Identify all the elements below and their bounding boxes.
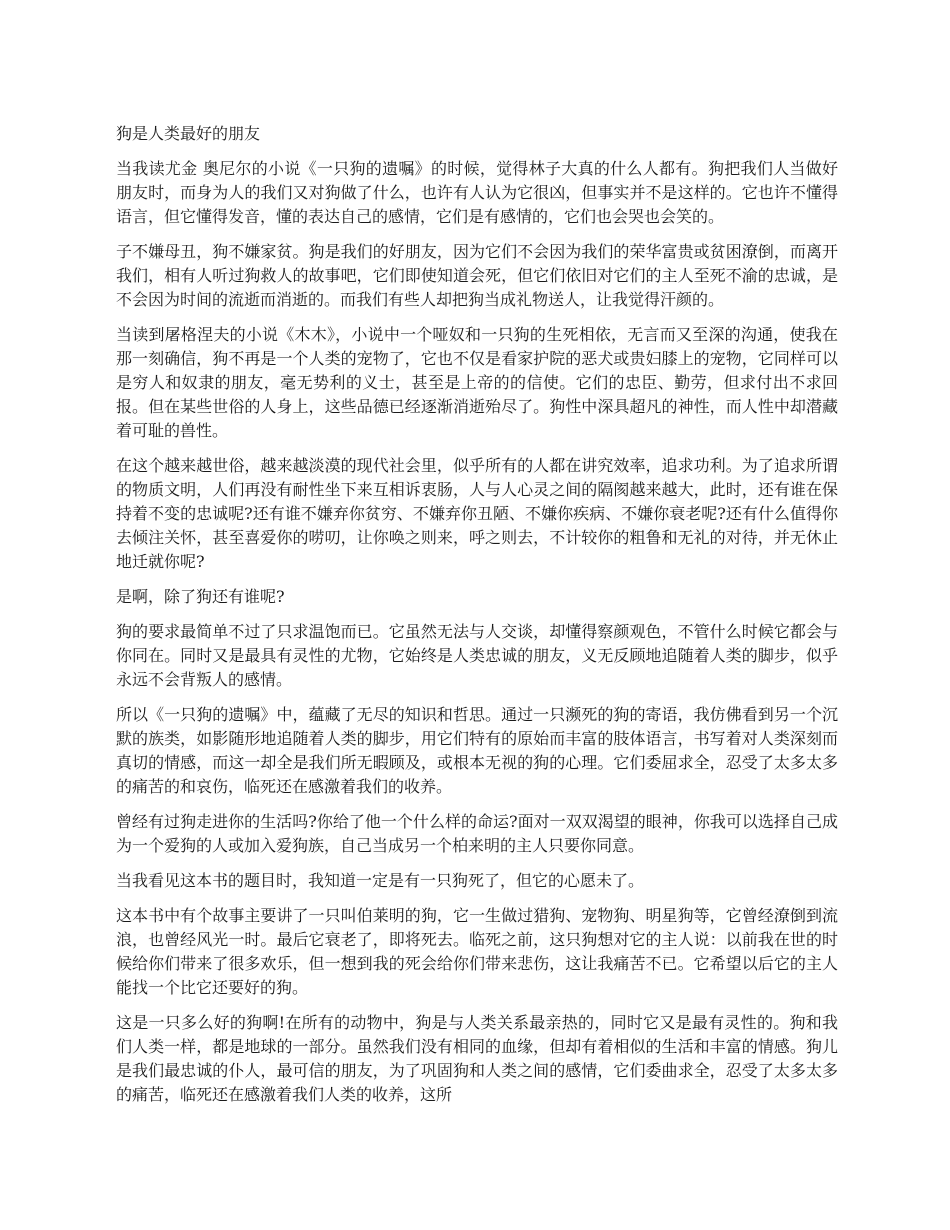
- paragraph-10: 这本书中有个故事主要讲了一只叫伯莱明的狗，它一生做过猎狗、宠物狗、明星狗等，它曾经潦倒到流浪，也曾经风光一时。最后它衰老了，即将死去。临死之前，这只狗想对它的主人说：以前我在世的时候给你们带来了很多欢乐，但一想到我的死会给你们带来悲伤，这让我痛苦不已。它希望以后它的主人能找一个比它还要好的狗。: [116, 906, 838, 997]
- paragraph-3: 当读到屠格涅夫的小说《木木》，小说中一个哑奴和一只狗的生死相依，无言而又至深的沟通，使我在那一刻确信，狗不再是一个人类的宠物了，它也不仅是看家护院的恶犬或贵妇膝上的宠物，它同样可以是穷人和奴隶的朋友，毫无势利的义士，甚至是上帝的的信使。它们的忠臣、勤劳，但求付出不求回报。但在某些世俗的人身上，这些品德已经逐渐消逝殆尽了。狗性中深具超凡的神性，而人性中却潜藏着可耻的兽性。: [116, 325, 838, 440]
- paragraph-2: 子不嫌母丑，狗不嫌家贫。狗是我们的好朋友，因为它们不会因为我们的荣华富贵或贫困潦倒，而离开我们，相有人听过狗救人的故事吧，它们即使知道会死，但它们依旧对它们的主人至死不渝的忠诚，是不会因为时间的流逝而消逝的。而我们有些人却把狗当成礼物送人，让我觉得汗颜的。: [116, 242, 838, 309]
- paragraph-6: 狗的要求最简单不过了只求温饱而已。它虽然无法与人交谈，却懂得察颜观色，不管什么时候它都会与你同在。同时又是最具有灵性的尤物，它始终是人类忠诚的朋友，义无反顾地追随着人类的脚步，似乎永远不会背叛人的感情。: [116, 622, 838, 689]
- document-page: [116, 122, 838, 1118]
- paragraph-8: 曾经有过狗走进你的生活吗?你给了他一个什么样的命运?面对一双双渴望的眼神，你我可以选择自己成为一个爱狗的人或加入爱狗族，自己当成另一个柏来明的主人只要你同意。: [116, 812, 838, 855]
- paragraph-11: 这是一只多么好的狗啊!在所有的动物中，狗是与人类关系最亲热的，同时它又是最有灵性的。狗和我们人类一样，都是地球的一部分。虽然我们没有相同的血缘，但却有着相似的生活和丰富的情感。狗儿是我们最忠诚的仆人，最可信的朋友，为了巩固狗和人类之间的感情，它们委曲求全，忍受了太多太多的痛苦，临死还在感激着我们人类的收养，这所: [116, 1013, 838, 1104]
- paragraph-4: 在这个越来越世俗，越来越淡漠的现代社会里，似乎所有的人都在讲究效率，追求功利。为了追求所谓的物质文明，人们再没有耐性坐下来互相诉衷肠，人与人心灵之间的隔阂越来越大，此时，还有谁在保持着不变的忠诚呢?还有谁不嫌弃你贫穷、不嫌弃你丑陋、不嫌你疾病、不嫌你衰老呢?还有什么值得你去倾注关怀，甚至喜爱你的唠叨，让你唤之则来，呼之则去，不计较你的粗鲁和无礼的对待，并无休止地迁就你呢?: [116, 456, 838, 571]
- paragraph-7: 所以《一只狗的遗嘱》中，蕴藏了无尽的知识和哲思。通过一只濒死的狗的寄语，我仿佛看到另一个沉默的族类，如影随形地追随着人类的脚步，用它们特有的原始而丰富的肢体语言，书写着对人类深刻而真切的情感，而这一却全是我们所无暇顾及，或根本无视的狗的心理。它们委屈求全，忍受了太多太多的痛苦的和哀伤，临死还在感激着我们的收养。: [116, 705, 838, 796]
- paragraph-9: 当我看见这本书的题目时，我知道一定是有一只狗死了，但它的心愿未了。: [116, 871, 645, 890]
- document-title: 狗是人类最好的朋友: [116, 124, 261, 143]
- paragraph-1: 当我读尤金 奥尼尔的小说《一只狗的遗嘱》的时候，觉得林子大真的什么人都有。狗把我们人当做好朋友时，而身为人的我们又对狗做了什么，也许有人认为它很凶，但事实并不是这样的。它也许不懂得语言，但它懂得发音，懂的表达自己的感情，它们是有感情的，它们也会哭也会笑的。: [116, 159, 838, 226]
- paragraph-5: 是啊，除了狗还有谁呢?: [116, 587, 285, 606]
